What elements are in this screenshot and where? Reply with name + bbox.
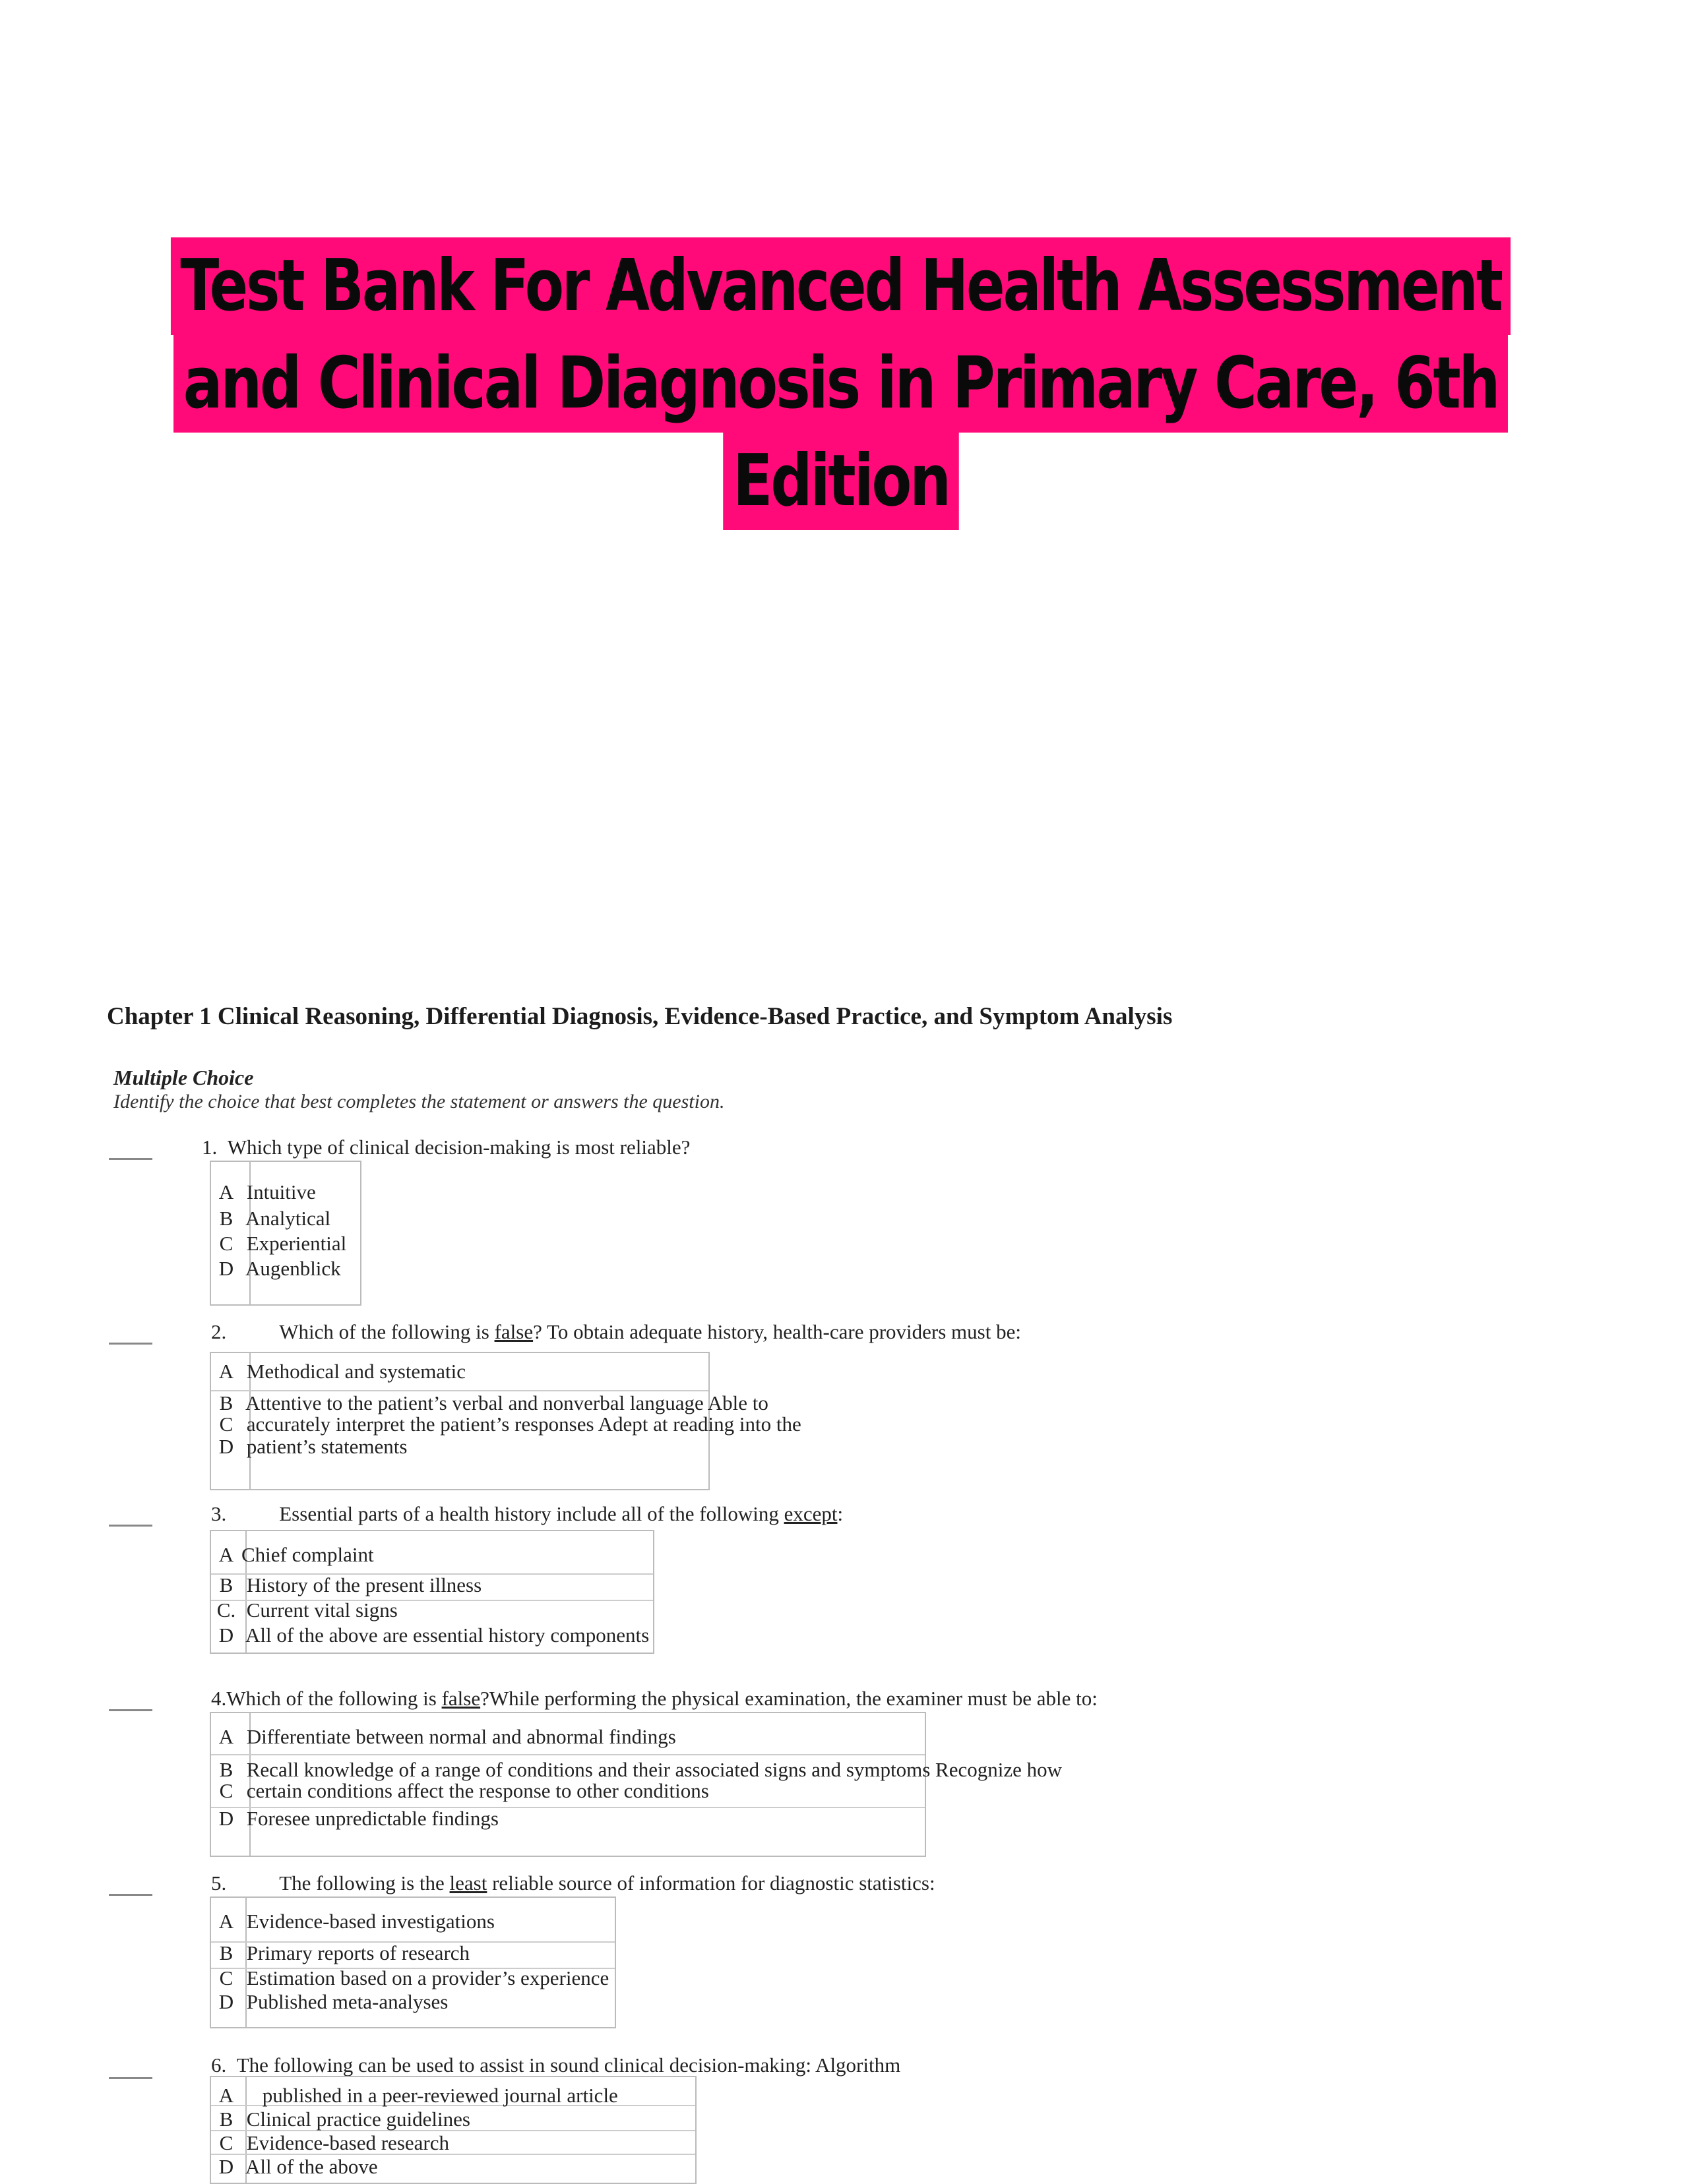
question-2: 2. Which of the following is false? To obtain adequate history, health-care providers must be: [211, 1320, 1021, 1343]
options-box [210, 1896, 616, 2028]
option-c[interactable]: C Experiential [219, 1232, 347, 1255]
title-line-3: Edition [723, 433, 958, 530]
option-c[interactable]: C Estimation based on a provider’s experience [219, 1966, 609, 1989]
option-c[interactable]: C Evidence-based research [219, 2131, 449, 2154]
title-banner [0, 237, 1682, 530]
option-b[interactable]: B Primary reports of research [219, 1941, 470, 1964]
question-4: 4.Which of the following is false?While performing the physical examination, the examiner must be able to: [211, 1687, 1098, 1710]
question-number: 5. [211, 1871, 227, 1895]
question-5: 5. The following is the least reliable source of information for diagnostic statistics: [211, 1871, 935, 1895]
options-box [210, 1161, 361, 1306]
option-a[interactable]: A Evidence-based investigations [218, 1910, 495, 1933]
option-b[interactable]: B Clinical practice guidelines [219, 2108, 470, 2131]
question-number: 1. [202, 1136, 218, 1159]
option-b[interactable]: B Analytical [219, 1207, 331, 1230]
answer-blank[interactable] [109, 1158, 152, 1160]
option-b[interactable]: B Recall knowledge of a range of conditions and their associated signs and symptoms Recognize how [219, 1758, 1062, 1781]
question-6 [211, 2053, 900, 2077]
option-a[interactable]: A Intuitive [218, 1180, 316, 1203]
option-b[interactable]: B Attentive to the patient’s verbal and nonverbal language Able to [219, 1391, 768, 1414]
question-text: Which type of clinical decision-making is most reliable? [227, 1136, 691, 1159]
option-a[interactable]: A Differentiate between normal and abnormal findings [218, 1725, 676, 1748]
option-d[interactable]: D Foresee unpredictable findings [218, 1807, 499, 1830]
question-number: 3. [211, 1502, 227, 1525]
question-3: 3. Essential parts of a health history include all of the following except: [211, 1502, 844, 1525]
section-instructions: Identify the choice that best completes the statement or answers the question. [113, 1091, 725, 1112]
title-line-1: Test Bank For Advanced Health Assessment [171, 237, 1511, 335]
answer-blank[interactable] [109, 1525, 152, 1527]
question-number: 2. [211, 1320, 227, 1343]
answer-blank[interactable] [109, 2077, 152, 2079]
answer-blank[interactable] [109, 1343, 152, 1345]
title-line-2: and Clinical Diagnosis in Primary Care, 6th [173, 335, 1508, 433]
answer-blank[interactable] [109, 1709, 152, 1711]
question-number: 4. [211, 1687, 227, 1710]
option-c[interactable]: C. Current vital signs [216, 1598, 398, 1622]
options-box [210, 1530, 654, 1654]
option-a[interactable]: A Chief complaint [218, 1543, 374, 1566]
question-number: 6. [211, 2053, 227, 2077]
options-box [210, 1712, 1062, 1857]
question-1 [202, 1136, 690, 1159]
option-b[interactable]: B History of the present illness [219, 1573, 482, 1596]
option-c[interactable]: C certain conditions affect the response to other conditions [219, 1779, 709, 1802]
option-d[interactable]: D All of the above are essential history components [218, 1623, 650, 1647]
section-title: Multiple Choice [113, 1066, 254, 1089]
answer-blank[interactable] [109, 1894, 152, 1896]
options-box [210, 1352, 801, 1490]
option-a[interactable]: A Methodical and systematic [218, 1360, 466, 1383]
option-c[interactable]: C accurately interpret the patient’s responses Adept at reading into the [219, 1412, 801, 1436]
option-d[interactable]: D All of the above [218, 2155, 378, 2178]
options-box [210, 2076, 697, 2184]
option-a[interactable]: A published in a peer-reviewed journal article [218, 2084, 618, 2107]
option-d[interactable]: D Published meta-analyses [218, 1990, 449, 2013]
question-text: The following can be used to assist in sound clinical decision-making: Algorithm [236, 2053, 901, 2077]
option-d[interactable]: D patient’s statements [218, 1435, 408, 1458]
chapter-heading: Chapter 1 Clinical Reasoning, Differential Diagnosis, Evidence-Based Practice, and Symptom Analysis [107, 1003, 1173, 1030]
option-d[interactable]: D Augenblick [218, 1257, 341, 1280]
